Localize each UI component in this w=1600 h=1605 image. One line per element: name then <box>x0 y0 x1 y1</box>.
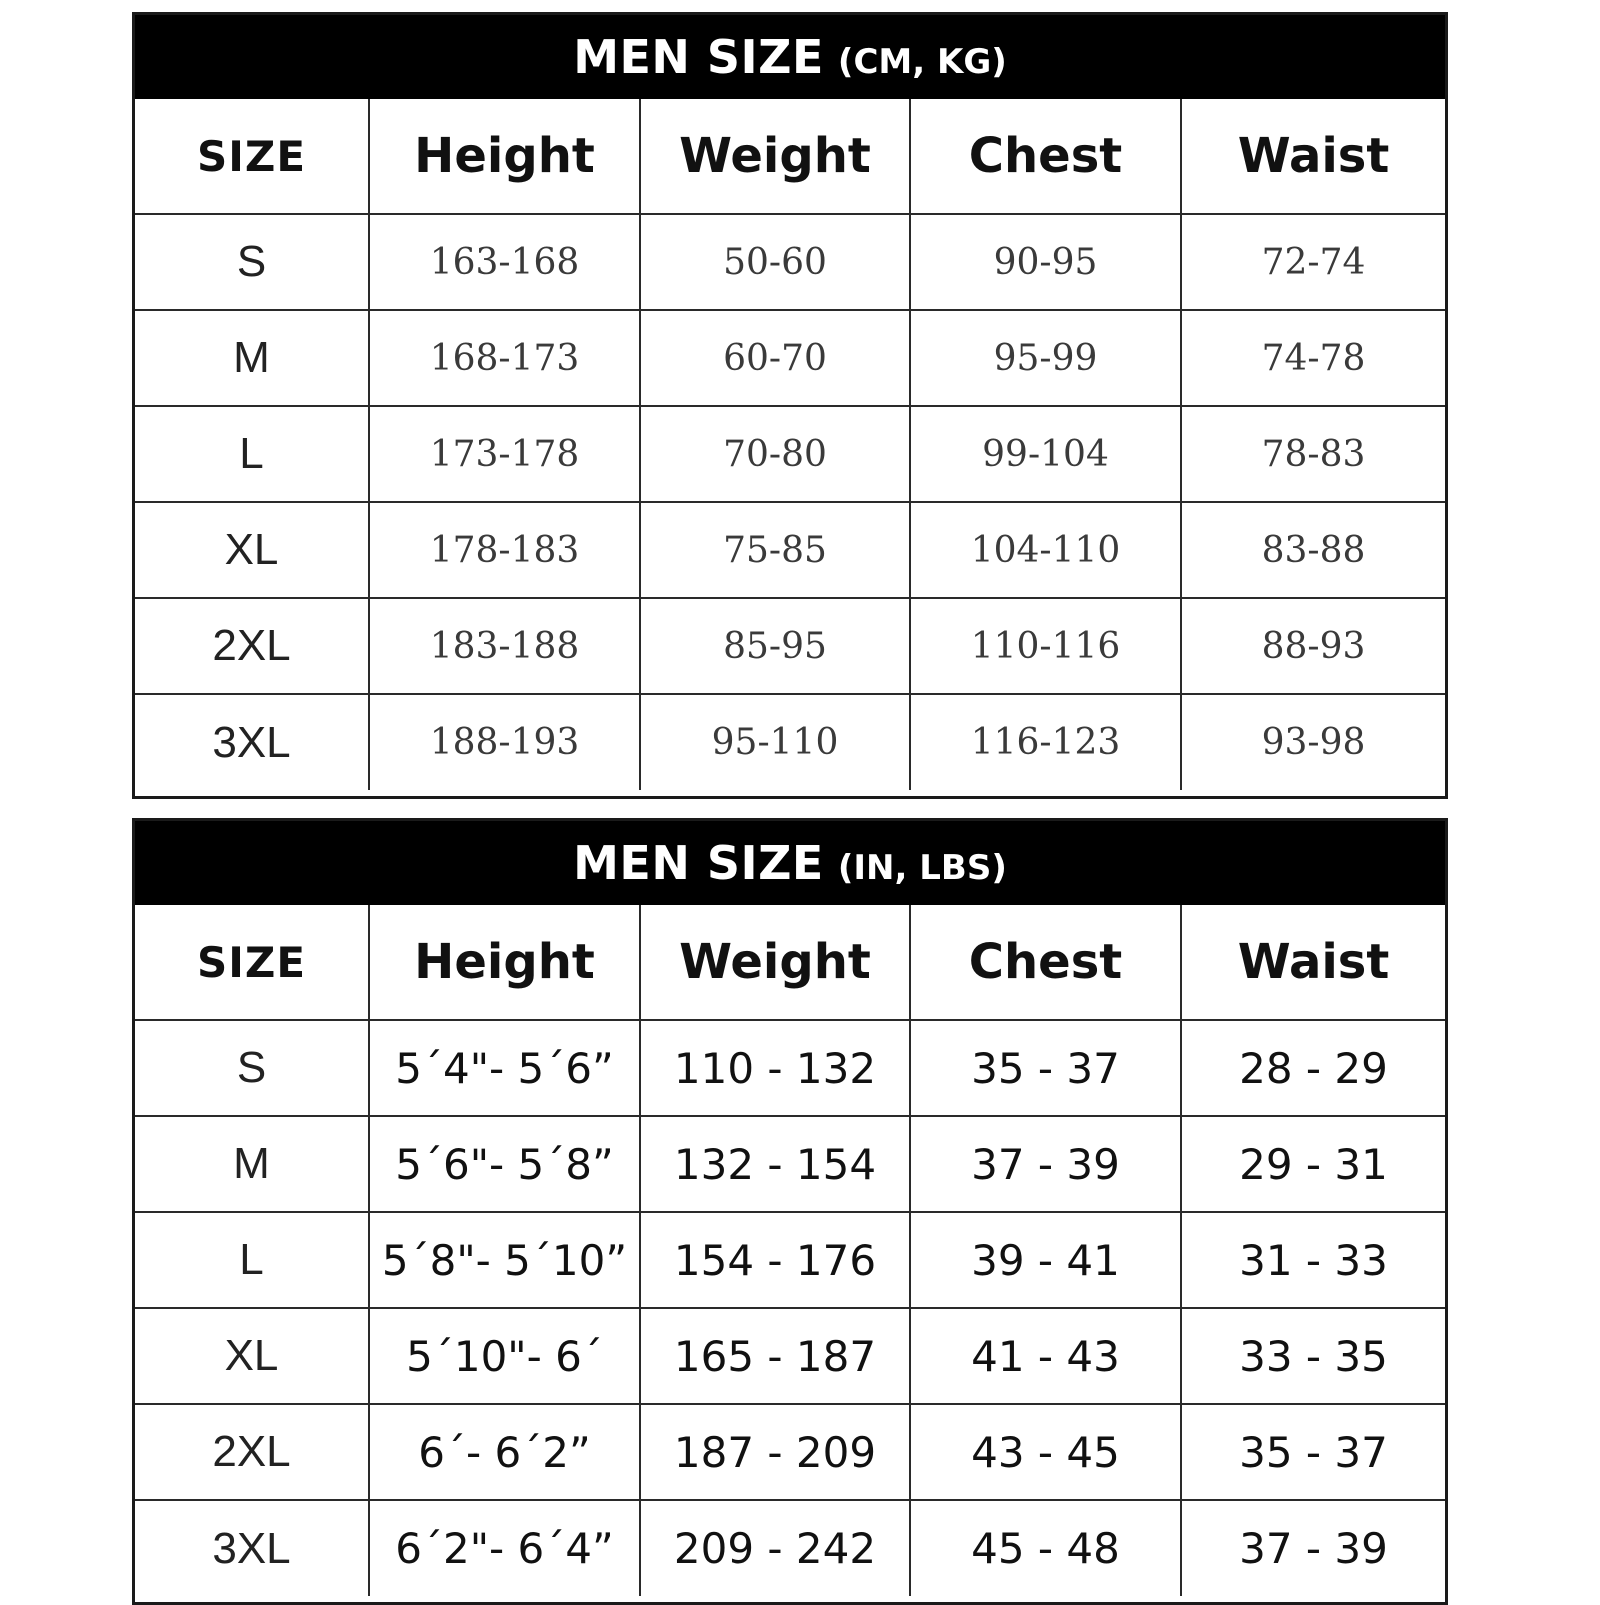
header-height: Height <box>369 99 640 214</box>
size-cell: 2XL <box>135 598 369 694</box>
header-chest: Chest <box>910 99 1181 214</box>
table-row <box>135 406 1445 502</box>
header-weight: Weight <box>640 99 910 214</box>
chest-cell: 104-110 <box>910 502 1181 598</box>
size-chart-metric <box>132 12 1448 799</box>
waist-cell: 33 - 35 <box>1181 1308 1445 1404</box>
height-cell: 5´6"- 5´8” <box>369 1116 640 1212</box>
waist-cell: 93-98 <box>1181 694 1445 790</box>
height-cell: 5´8"- 5´10” <box>369 1212 640 1308</box>
weight-cell: 187 - 209 <box>640 1404 910 1500</box>
table-row <box>135 1404 1445 1500</box>
chest-cell: 90-95 <box>910 214 1181 310</box>
size-cell: L <box>135 1212 369 1308</box>
header-size: SIZE <box>135 99 369 214</box>
table-row <box>135 1116 1445 1212</box>
table-row <box>135 694 1445 790</box>
chest-cell: 41 - 43 <box>910 1308 1181 1404</box>
header-chest: Chest <box>910 905 1181 1020</box>
height-cell: 173-178 <box>369 406 640 502</box>
header-size: SIZE <box>135 905 369 1020</box>
size-cell: S <box>135 1020 369 1116</box>
waist-cell: 28 - 29 <box>1181 1020 1445 1116</box>
header-weight: Weight <box>640 905 910 1020</box>
height-cell: 5´10"- 6´ <box>369 1308 640 1404</box>
header-row <box>135 99 1445 214</box>
weight-cell: 60-70 <box>640 310 910 406</box>
size-table-imperial <box>135 905 1445 1596</box>
size-cell: S <box>135 214 369 310</box>
height-cell: 188-193 <box>369 694 640 790</box>
table-row <box>135 598 1445 694</box>
size-cell: 3XL <box>135 1500 369 1596</box>
table-row <box>135 310 1445 406</box>
chest-cell: 35 - 37 <box>910 1020 1181 1116</box>
size-cell: XL <box>135 1308 369 1404</box>
weight-cell: 75-85 <box>640 502 910 598</box>
waist-cell: 78-83 <box>1181 406 1445 502</box>
chart-units: (IN, LBS) <box>837 848 1007 888</box>
size-table-metric <box>135 99 1445 790</box>
waist-cell: 83-88 <box>1181 502 1445 598</box>
header-waist: Waist <box>1181 99 1445 214</box>
weight-cell: 209 - 242 <box>640 1500 910 1596</box>
size-cell: 3XL <box>135 694 369 790</box>
weight-cell: 154 - 176 <box>640 1212 910 1308</box>
size-cell: XL <box>135 502 369 598</box>
chest-cell: 95-99 <box>910 310 1181 406</box>
table-row <box>135 1020 1445 1116</box>
height-cell: 168-173 <box>369 310 640 406</box>
chest-cell: 43 - 45 <box>910 1404 1181 1500</box>
chart-title-bar <box>135 15 1445 99</box>
waist-cell: 74-78 <box>1181 310 1445 406</box>
chart-title: MEN SIZE <box>573 836 824 890</box>
chest-cell: 45 - 48 <box>910 1500 1181 1596</box>
size-cell: 2XL <box>135 1404 369 1500</box>
size-cell: M <box>135 1116 369 1212</box>
waist-cell: 37 - 39 <box>1181 1500 1445 1596</box>
chest-cell: 110-116 <box>910 598 1181 694</box>
waist-cell: 31 - 33 <box>1181 1212 1445 1308</box>
height-cell: 5´4"- 5´6” <box>369 1020 640 1116</box>
weight-cell: 165 - 187 <box>640 1308 910 1404</box>
height-cell: 6´2"- 6´4” <box>369 1500 640 1596</box>
waist-cell: 35 - 37 <box>1181 1404 1445 1500</box>
chest-cell: 39 - 41 <box>910 1212 1181 1308</box>
header-row <box>135 905 1445 1020</box>
height-cell: 178-183 <box>369 502 640 598</box>
chart-title-bar <box>135 821 1445 905</box>
weight-cell: 95-110 <box>640 694 910 790</box>
size-cell: L <box>135 406 369 502</box>
header-height: Height <box>369 905 640 1020</box>
size-cell: M <box>135 310 369 406</box>
chart-title: MEN SIZE <box>573 30 824 84</box>
chest-cell: 99-104 <box>910 406 1181 502</box>
table-row <box>135 214 1445 310</box>
waist-cell: 29 - 31 <box>1181 1116 1445 1212</box>
size-chart-imperial <box>132 818 1448 1605</box>
table-row <box>135 1212 1445 1308</box>
header-waist: Waist <box>1181 905 1445 1020</box>
chest-cell: 116-123 <box>910 694 1181 790</box>
height-cell: 163-168 <box>369 214 640 310</box>
weight-cell: 50-60 <box>640 214 910 310</box>
chest-cell: 37 - 39 <box>910 1116 1181 1212</box>
weight-cell: 70-80 <box>640 406 910 502</box>
table-row <box>135 1308 1445 1404</box>
table-row <box>135 1500 1445 1596</box>
weight-cell: 132 - 154 <box>640 1116 910 1212</box>
chart-units: (CM, KG) <box>837 42 1007 82</box>
table-row <box>135 502 1445 598</box>
height-cell: 6´- 6´2” <box>369 1404 640 1500</box>
weight-cell: 110 - 132 <box>640 1020 910 1116</box>
height-cell: 183-188 <box>369 598 640 694</box>
weight-cell: 85-95 <box>640 598 910 694</box>
waist-cell: 88-93 <box>1181 598 1445 694</box>
waist-cell: 72-74 <box>1181 214 1445 310</box>
